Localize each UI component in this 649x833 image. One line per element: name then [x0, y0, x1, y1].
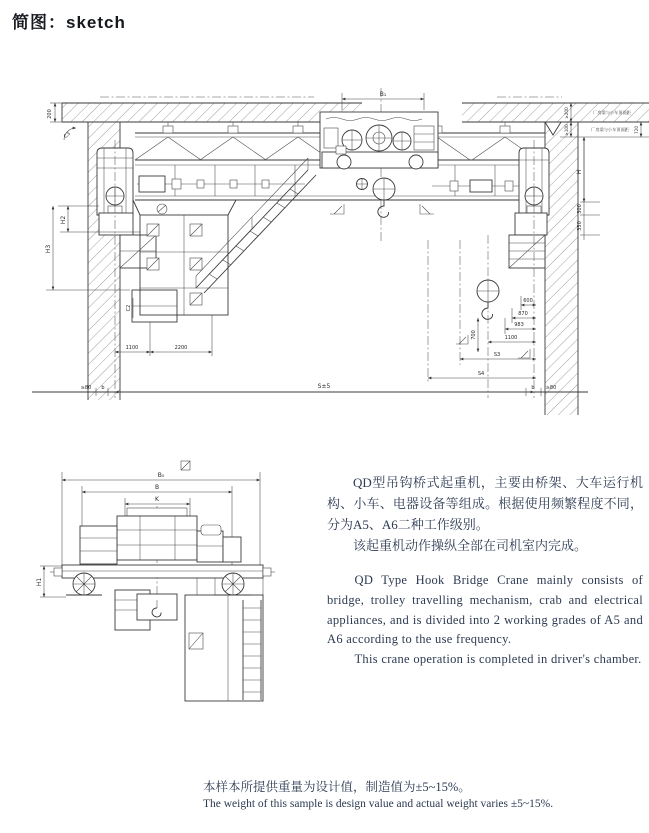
dim-label-c2: C2 — [126, 304, 132, 312]
side-hoist-and-cab — [115, 578, 263, 701]
dim-label-983: 983 — [514, 322, 524, 328]
side-trolley — [80, 506, 241, 600]
dim-label-350: 350 — [577, 221, 583, 231]
weight-note-en: The weight of this sample is design value and actual weight varies ±5~15%. — [203, 798, 554, 810]
weight-note-zh: 本样本所提供重量为设计值，制造值为±5~15%。 — [203, 780, 471, 794]
description-block — [327, 472, 643, 670]
description-zh-2: 该起重机动作操纵全部在司机室内完成。 — [353, 538, 588, 554]
dim-label-870: 870 — [518, 311, 528, 317]
building-right-column — [462, 97, 649, 415]
dim-label-ge100: ≥100 — [564, 124, 569, 136]
page-title: 简图：sketch — [12, 13, 126, 32]
dim-label-2200: 2200 — [174, 345, 188, 351]
dim-label-1100b: 1100 — [504, 335, 518, 341]
dim-label-b0: B₀ — [157, 472, 165, 479]
dim-label-s4: S4 — [477, 371, 485, 377]
dim-label-1100a: 1100 — [125, 345, 139, 351]
dim-label-h3: H3 — [45, 244, 52, 254]
description-zh-1: QD型吊钩桥式起重机，主要由桥架、大车运行机构、小车、电器设备等组成。根据使用频繁程度不同，分为A5、A6二种工作级别。 — [327, 475, 643, 533]
dim-label-s3: S3 — [493, 352, 501, 358]
dim-label-k: K — [155, 496, 159, 503]
dim-label-300: 300 — [577, 204, 583, 214]
dim-label-200: 200 — [47, 109, 53, 119]
dim-label-ge80-right: ≥80 — [545, 385, 557, 391]
description-en-1: QD Type Hook Bridge Crane mainly consists of bridge, trolley travelling mechanism, crab and electrical appliances, and is divided into 2 working grades of A5 and A6 according to the use frequency. — [327, 573, 643, 647]
dim-label-b1: B₁ — [379, 91, 387, 98]
side-bridge-endview — [50, 565, 275, 595]
dim-label-ge200: ≥200 — [564, 107, 569, 119]
staircase — [196, 158, 316, 293]
note-roof-clearance-1: 厂房梁与小车顶面距 — [593, 110, 631, 115]
note-roof-clearance-2: 厂房梁与小车顶面距 — [591, 127, 629, 132]
side-view-drawing — [30, 450, 320, 712]
dim-label-b: B — [154, 484, 160, 491]
dim-label-c3: C3 — [62, 130, 72, 140]
end-carriage-right — [509, 148, 549, 268]
dim-label-b-right: b — [531, 385, 535, 391]
dim-right-chains — [428, 296, 536, 378]
dim-label-700: 700 — [471, 330, 477, 340]
spacer — [327, 556, 643, 571]
elevation-drawing — [30, 70, 649, 432]
weight-note — [203, 777, 633, 810]
dim-label-ge80-left: ≥80 — [80, 385, 92, 391]
dim-label-b-left: b — [101, 385, 105, 391]
dim-label-720: 720 — [634, 126, 639, 134]
dim-label-h1: H1 — [36, 577, 43, 587]
dim-cab-offsets — [115, 140, 534, 398]
drivers-cab — [132, 200, 236, 322]
dim-label-h: H — [576, 169, 583, 175]
dim-label-span: S±5 — [317, 383, 331, 390]
description-en-2: This crane operation is completed in driver's chamber. — [354, 652, 642, 667]
dim-label-h2: H2 — [60, 215, 67, 225]
dim-right-vertical — [576, 137, 600, 240]
dim-label-600: 600 — [523, 298, 533, 304]
